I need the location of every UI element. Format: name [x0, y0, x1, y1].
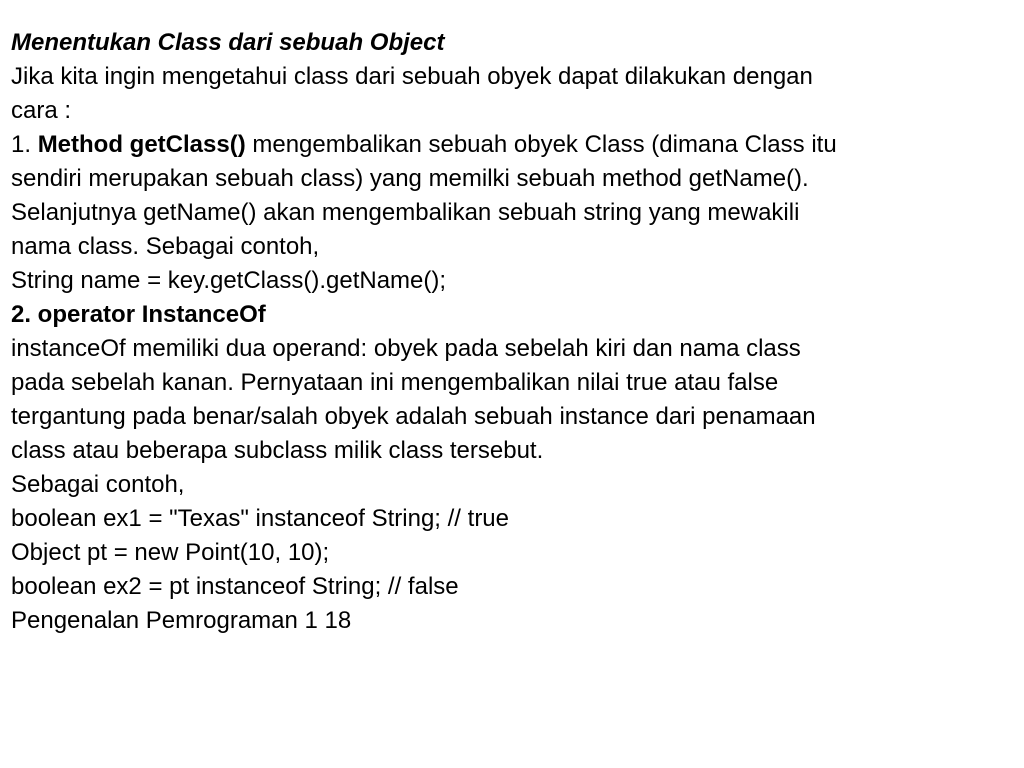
method2-line-1: instanceOf memiliki dua operand: obyek pada sebelah kiri dan nama class [11, 335, 801, 362]
method2-line-4: class atau beberapa subclass milik class tersebut. [11, 437, 544, 464]
method1-term: Method getClass() [37, 131, 246, 158]
method1-line-3: Selanjutnya getName() akan mengembalikan sebuah string yang mewakili [11, 199, 800, 226]
method1-line-4: nama class. Sebagai contoh, [11, 233, 320, 260]
slide-heading: Menentukan Class dari sebuah Object [11, 29, 445, 56]
method2-line-2: pada sebelah kanan. Pernyataan ini mengembalikan nilai true atau false [11, 369, 779, 396]
slide-footer: Pengenalan Pemrograman 1 18 [11, 607, 352, 634]
method1-line-2: sendiri merupakan sebuah class) yang memilki sebuah method getName(). [11, 165, 809, 192]
method2-code-2: Object pt = new Point(10, 10); [11, 539, 330, 566]
method1-first-line [11, 128, 1011, 162]
method1-first-line-rest: mengembalikan sebuah obyek Class (dimana Class itu [245, 131, 837, 158]
method2-example-intro: Sebagai contoh, [11, 471, 185, 498]
method2-line-3: tergantung pada benar/salah obyek adalah sebuah instance dari penamaan [11, 403, 816, 430]
method2-title: 2. operator InstanceOf [11, 301, 266, 328]
intro-line-1: Jika kita ingin mengetahui class dari sebuah obyek dapat dilakukan dengan [11, 63, 813, 90]
method2-code-1: boolean ex1 = "Texas" instanceof String; // true [11, 505, 509, 532]
intro-line-2: cara : [11, 97, 72, 124]
method1-code: String name = key.getClass().getName(); [11, 267, 447, 294]
method2-code-3: boolean ex2 = pt instanceof String; // false [11, 573, 459, 600]
slide-content [11, 26, 1011, 638]
method1-number: 1. [11, 131, 38, 158]
